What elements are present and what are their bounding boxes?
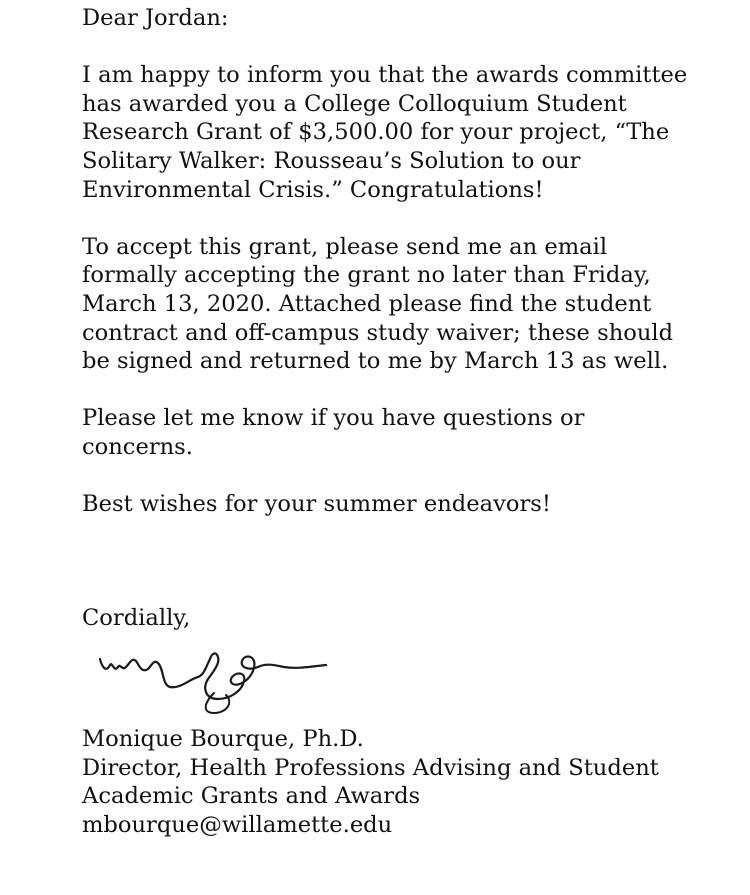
paragraph-acceptance-instructions bbox=[82, 233, 732, 376]
text-line: Environmental Crisis.” Congratulations! bbox=[82, 176, 544, 203]
signature-block bbox=[82, 725, 732, 839]
text-line: Best wishes for your summer endeavors! bbox=[82, 491, 551, 518]
closing: Cordially, bbox=[82, 605, 191, 632]
text-line: contract and off-campus study waiver; these should bbox=[82, 319, 674, 346]
signatory-title: Academic Grants and Awards bbox=[82, 783, 421, 810]
paragraph-best-wishes bbox=[82, 490, 732, 519]
text-line: formally accepting the grant no later than Friday, bbox=[82, 262, 651, 289]
text-line: concerns. bbox=[82, 433, 193, 460]
signatory-name: Monique Bourque, Ph.D. bbox=[82, 726, 364, 753]
text-line: I am happy to inform you that the awards committee bbox=[82, 62, 688, 89]
text-line: Please let me know if you have questions or bbox=[82, 405, 585, 432]
paragraph-award-notice bbox=[82, 61, 732, 204]
greeting: Dear Jordan: bbox=[82, 5, 229, 31]
text-line: Research Grant of $3,500.00 for your project, “The bbox=[82, 119, 670, 146]
text-line: Solitary Walker: Rousseau’s Solution to our bbox=[82, 147, 581, 174]
text-line: has awarded you a College Colloquium Student bbox=[82, 90, 627, 117]
spacer bbox=[82, 547, 732, 576]
text-line: March 13, 2020. Attached please find the student bbox=[82, 290, 652, 317]
handwritten-signature bbox=[94, 637, 334, 717]
text-line: To accept this grant, please send me an email bbox=[82, 233, 608, 260]
text-line: be signed and returned to me by March 13 as well. bbox=[82, 348, 669, 375]
signatory-email: mbourque@willamette.edu bbox=[82, 811, 393, 838]
paragraph-questions bbox=[82, 404, 732, 461]
letter-body bbox=[82, 4, 732, 839]
signatory-title: Director, Health Professions Advising and Student bbox=[82, 754, 659, 781]
